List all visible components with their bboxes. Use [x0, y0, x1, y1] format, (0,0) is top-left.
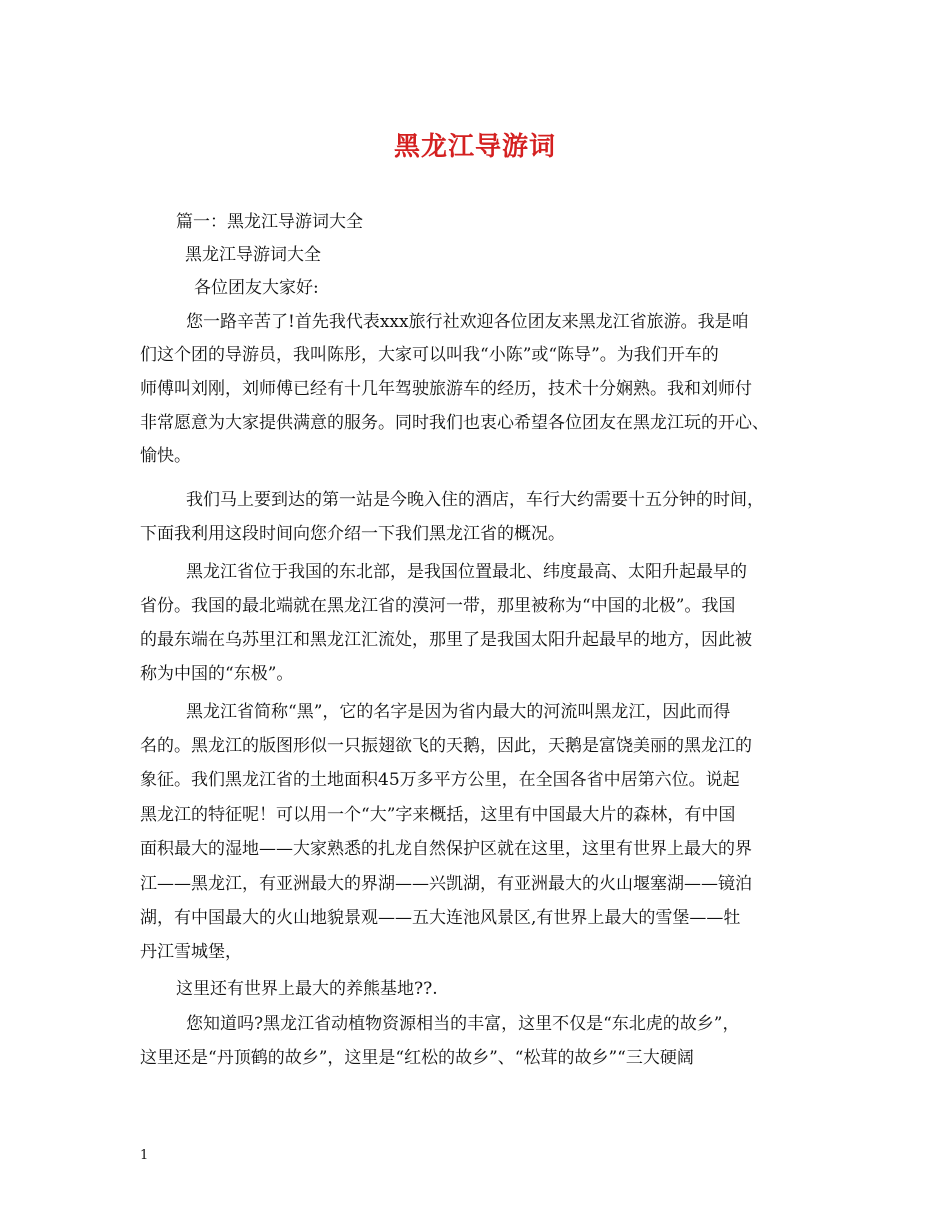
text-line: 面积最大的湿地——大家熟悉的扎龙自然保护区就在这里，这里有世界上最大的界 [140, 839, 752, 859]
text-line: 您知道吗?黑龙江省动植物资源相当的丰富，这里不仅是“东北虎的故乡”， [186, 1014, 740, 1034]
text-line: 湖，有中国最大的火山地貌景观——五大连池风景区,有世界上最大的雪堡——牡 [140, 908, 741, 928]
text-line: 名的。黑龙江的版图形似一只振翅欲飞的天鹅，因此，天鹅是富饶美丽的黑龙江的 [140, 736, 752, 756]
text-line: 省份。我国的最北端就在黑龙江省的漠河一带，那里被称为“中国的北极”。我国 [140, 596, 736, 616]
text-line: 的最东端在乌苏里江和黑龙江汇流处，那里了是我国太阳升起最早的地方，因此被 [140, 630, 752, 650]
text-line: 们这个团的导游员，我叫陈彤，大家可以叫我“小陈”或“陈导”。为我们开车的 [140, 345, 719, 365]
text-line: 象征。我们黑龙江省的土地面积45万多平方公里，在全国各省中居第六位。说起 [140, 770, 740, 790]
text-line: 各位团友大家好: [194, 278, 319, 298]
text-line: 称为中国的“东极”。 [140, 664, 294, 684]
page-number: 1 [140, 1148, 149, 1163]
text-line: 师傅叫刘刚，刘师傅已经有十几年驾驶旅游车的经历，技术十分娴熟。我和刘师付 [140, 379, 752, 399]
text-line: 篇一：黑龙江导游词大全 [176, 212, 363, 232]
text-line: 这里还是“丹顶鹤的故乡”，这里是“红松的故乡”、“松茸的故乡”“三大硬阔 [140, 1048, 694, 1068]
text-line: 我们马上要到达的第一站是今晚入住的酒店，车行大约需要十五分钟的时间， [186, 490, 764, 510]
text-line: 黑龙江省位于我国的东北部，是我国位置最北、纬度最高、太阳升起最早的 [186, 562, 747, 582]
text-line: 这里还有世界上最大的养熊基地??. [176, 979, 438, 999]
text-line: 江——黑龙江，有亚洲最大的界湖——兴凯湖，有亚洲最大的火山堰塞湖——镜泊 [140, 874, 752, 894]
document-title: 黑龙江导游词 [393, 132, 556, 162]
text-line: 您一路辛苦了!首先我代表xxx旅行社欢迎各位团友来黑龙江省旅游。我是咱 [186, 312, 749, 332]
text-line: 下面我利用这段时间向您介绍一下我们黑龙江省的概况。 [140, 524, 565, 544]
text-line: 愉快。 [140, 446, 191, 466]
text-line: 丹江雪城堡， [140, 942, 242, 962]
text-line: 黑龙江导游词大全 [185, 245, 321, 265]
text-line: 非常愿意为大家提供满意的服务。同时我们也衷心希望各位团友在黑龙江玩的开心、 [140, 413, 769, 433]
text-line: 黑龙江的特征呢！可以用一个“大”字来概括，这里有中国最大片的森林，有中国 [140, 805, 736, 825]
text-line: 黑龙江省简称“黑”，它的名字是因为省内最大的河流叫黑龙江，因此而得 [186, 702, 731, 722]
